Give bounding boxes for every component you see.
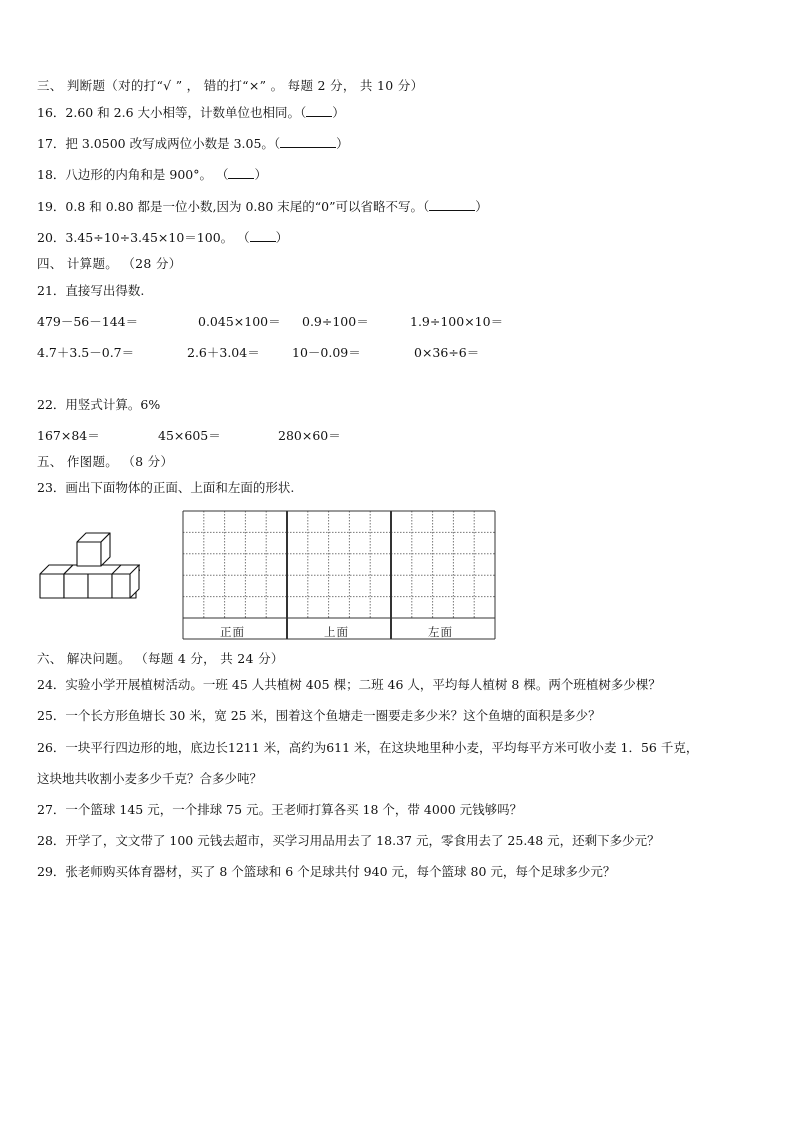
question-18 — [37, 167, 267, 183]
question-22: 22．用竖式计算。6% — [37, 397, 161, 412]
question-27: 27．一个篮球 145 元，一个排球 75 元。王老师打算各买 18 个，带 4000 元钱够吗？ — [37, 802, 523, 817]
top-view-label: 上面 — [324, 625, 349, 639]
question-21: 21．直接写出得数. — [37, 283, 145, 298]
left-view-label: 左面 — [428, 625, 453, 639]
calc-item: 167×84＝ — [37, 428, 100, 443]
question-20 — [37, 230, 288, 246]
question-23: 23．画出下面物体的正面、上面和左面的形状. — [37, 480, 295, 495]
section-4-heading: 四、 计算题。 （28 分） — [37, 256, 182, 271]
answer-blank[interactable] — [280, 136, 336, 148]
calc-item: 0×36÷6＝ — [414, 345, 480, 360]
question-29: 29．张老师购买体育器材，买了 8 个篮球和 6 个足球共付 940 元，每个篮球 80 元，每个足球多少元？ — [37, 864, 616, 879]
section-3-heading: 三、 判断题（对的打“√ ” ， 错的打“×” 。 每题 2 分， 共 10 分） — [37, 78, 424, 93]
calc-item: 280×60＝ — [278, 428, 341, 443]
question-25: 25．一个长方形鱼塘长 30 米，宽 25 米，围着这个鱼塘走一圈要走多少米？这个鱼塘的面积是多少？ — [37, 708, 601, 723]
question-20-tail: ） — [275, 230, 289, 245]
calc-item: 479－56－144＝ — [37, 314, 139, 329]
cube-stack-figure — [36, 530, 140, 606]
question-24: 24．实验小学开展植树活动。一班 45 人共植树 405 棵；二班 46 人，平均每人植树 8 棵。两个班植树多少棵？ — [37, 677, 661, 692]
answer-blank[interactable] — [306, 105, 332, 117]
question-19-text: 19．0.8 和 0.80 都是一位小数,因为 0.80 末尾的“0”可以省略不写。（ — [37, 199, 430, 214]
calc-item: 1.9÷100×10＝ — [410, 314, 504, 329]
calc-item: 4.7＋3.5－0.7＝ — [37, 345, 135, 360]
question-18-tail: ） — [254, 167, 267, 182]
question-16-text: 16．2.60 和 2.6 大小相等，计数单位也相同。（ — [37, 105, 307, 120]
question-19 — [37, 199, 488, 215]
answer-blank[interactable] — [429, 199, 475, 211]
question-26-continued: 这块地共收割小麦多少千克？合多少吨？ — [37, 771, 263, 786]
question-18-text: 18．八边形的内角和是 900°。 （ — [37, 167, 229, 182]
section-5-heading: 五、 作图题。 （8 分） — [37, 454, 174, 469]
calc-item: 45×605＝ — [158, 428, 221, 443]
front-view-label: 正面 — [220, 625, 245, 639]
answer-blank[interactable] — [228, 167, 254, 179]
calc-item: 10－0.09＝ — [292, 345, 361, 360]
answer-blank[interactable] — [250, 230, 276, 242]
question-17-text: 17．把 3.0500 改写成两位小数是 3.05。（ — [37, 136, 281, 151]
calc-item: 0.045×100＝ — [198, 314, 281, 329]
question-17 — [37, 136, 349, 152]
question-16 — [37, 105, 345, 121]
calc-item: 2.6＋3.04＝ — [187, 345, 260, 360]
question-20-text: 20．3.45÷10÷3.45×10＝100。 （ — [37, 230, 250, 245]
question-28: 28．开学了，文文带了 100 元钱去超市，买学习用品用去了 18.37 元，零食用去了 25.48 元，还剩下多少元？ — [37, 833, 660, 848]
question-16-tail: ） — [332, 105, 345, 120]
question-19-tail: ） — [475, 199, 488, 214]
calc-item: 0.9÷100＝ — [302, 314, 369, 329]
section-6-heading: 六、 解决问题。 （每题 4 分， 共 24 分） — [37, 651, 284, 666]
question-17-tail: ） — [336, 136, 349, 151]
question-26: 26．一块平行四边形的地，底边长1211 米，高约为611 米，在这块地里种小麦，平均每平方米可收小麦 1．56 千克， — [37, 740, 699, 755]
drawing-grid[interactable] — [182, 509, 496, 641]
